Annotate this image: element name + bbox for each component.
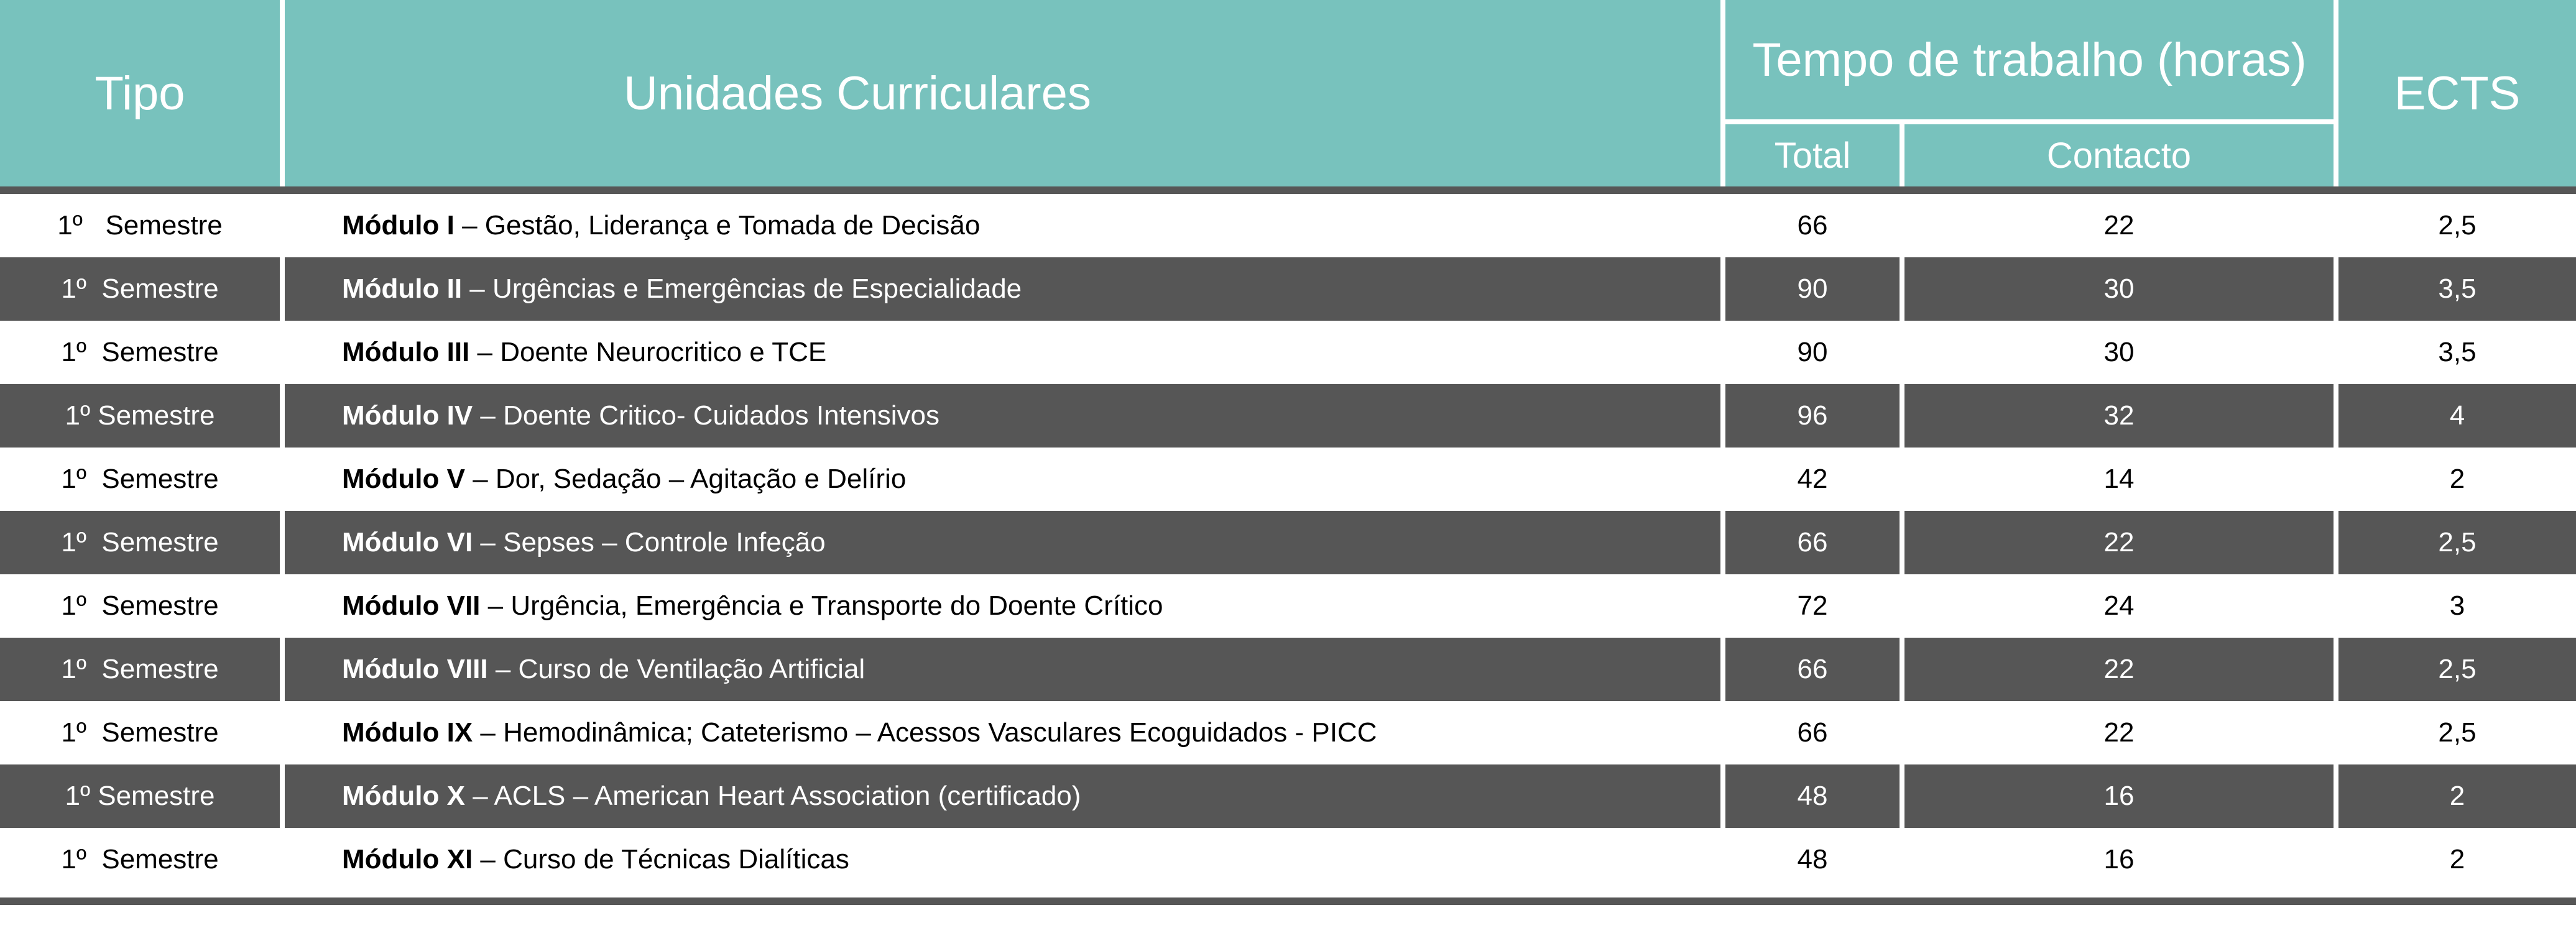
row-divider xyxy=(2334,764,2338,828)
cell-tipo: 1º Semestre xyxy=(61,654,219,684)
row-divider xyxy=(280,257,285,321)
row-divider xyxy=(1900,511,1904,574)
table-row xyxy=(0,511,2576,574)
header-divider xyxy=(280,0,285,186)
row-divider xyxy=(1720,257,1725,321)
cell-contacto: 22 xyxy=(2103,210,2135,241)
cell-tipo: 1º Semestre xyxy=(61,464,219,494)
table-row xyxy=(0,257,2576,321)
cell-total: 66 xyxy=(1797,717,1828,748)
cell-tipo: 1º Semestre xyxy=(61,273,219,304)
cell-ects: 2,5 xyxy=(2438,717,2477,748)
module-description: – Urgências e Emergências de Especialidade xyxy=(462,273,1022,304)
table-bottom-rule xyxy=(0,897,2576,905)
row-divider xyxy=(280,638,285,701)
cell-contacto: 22 xyxy=(2103,654,2135,684)
module-name: Módulo IV xyxy=(342,400,473,431)
module-description: – Gestão, Liderança e Tomada de Decisão xyxy=(454,210,981,241)
cell-unidade-curricular xyxy=(342,384,1710,448)
module-name: Módulo III xyxy=(342,337,470,367)
row-divider xyxy=(1900,257,1904,321)
cell-total: 90 xyxy=(1797,337,1828,367)
header-divider xyxy=(2334,0,2338,186)
cell-unidade-curricular xyxy=(342,448,1710,511)
row-divider xyxy=(2334,384,2338,448)
cell-tipo: 1º Semestre xyxy=(61,590,219,621)
cell-unidade-curricular xyxy=(342,574,1710,638)
header-total: Total xyxy=(1774,135,1851,176)
cell-unidade-curricular xyxy=(342,511,1710,574)
table-row xyxy=(0,764,2576,828)
row-divider xyxy=(1900,638,1904,701)
row-divider xyxy=(1720,384,1725,448)
cell-tipo: 1º Semestre xyxy=(61,527,219,558)
cell-total: 66 xyxy=(1797,527,1828,558)
row-divider xyxy=(280,764,285,828)
module-name: Módulo VIII xyxy=(342,654,488,684)
cell-contacto: 22 xyxy=(2103,717,2135,748)
header-ects: ECTS xyxy=(2394,67,2521,120)
cell-unidade-curricular xyxy=(342,638,1710,701)
cell-unidade-curricular xyxy=(342,194,1710,257)
cell-unidade-curricular xyxy=(342,701,1710,764)
cell-contacto: 32 xyxy=(2103,400,2135,431)
cell-total: 72 xyxy=(1797,590,1828,621)
cell-unidade-curricular xyxy=(342,257,1710,321)
module-description: – Hemodinâmica; Cateterismo – Acessos Vasculares Ecoguidados - PICC xyxy=(473,717,1377,748)
cell-tipo: 1º Semestre xyxy=(61,844,219,874)
cell-total: 42 xyxy=(1797,464,1828,494)
row-divider xyxy=(2334,638,2338,701)
cell-contacto: 30 xyxy=(2103,337,2135,367)
row-divider xyxy=(1720,511,1725,574)
cell-ects: 3,5 xyxy=(2438,273,2477,304)
row-divider xyxy=(2334,257,2338,321)
cell-ects: 2 xyxy=(2449,781,2465,811)
table-row xyxy=(0,828,2576,891)
module-name: Módulo IX xyxy=(342,717,473,748)
cell-contacto: 16 xyxy=(2103,844,2135,874)
cell-ects: 2 xyxy=(2449,464,2465,494)
header-tipo: Tipo xyxy=(95,67,185,120)
cell-total: 66 xyxy=(1797,210,1828,241)
module-name: Módulo V xyxy=(342,464,465,494)
cell-total: 96 xyxy=(1797,400,1828,431)
table-top-rule xyxy=(0,186,2576,194)
row-divider xyxy=(1720,638,1725,701)
cell-total: 90 xyxy=(1797,273,1828,304)
cell-ects: 2,5 xyxy=(2438,210,2477,241)
cell-contacto: 16 xyxy=(2103,781,2135,811)
cell-contacto: 22 xyxy=(2103,527,2135,558)
table-row xyxy=(0,448,2576,511)
table-header xyxy=(0,0,2576,186)
module-name: Módulo X xyxy=(342,781,465,811)
module-description: – Urgência, Emergência e Transporte do Doente Crítico xyxy=(480,590,1163,621)
header-unidades-curriculares: Unidades Curriculares xyxy=(624,67,1091,120)
cell-ects: 2,5 xyxy=(2438,527,2477,558)
module-description: – Doente Neurocritico e TCE xyxy=(469,337,827,367)
module-description: – Doente Critico- Cuidados Intensivos xyxy=(473,400,940,431)
header-divider xyxy=(1720,0,1725,186)
cell-total: 66 xyxy=(1797,654,1828,684)
table-row xyxy=(0,194,2576,257)
module-description: – Sepses – Controle Infeção xyxy=(473,527,826,558)
cell-tipo: 1º Semestre xyxy=(65,781,215,811)
table-row xyxy=(0,574,2576,638)
cell-ects: 4 xyxy=(2449,400,2465,431)
table-row xyxy=(0,384,2576,448)
table-body xyxy=(0,194,2576,891)
cell-ects: 2,5 xyxy=(2438,654,2477,684)
cell-contacto: 14 xyxy=(2103,464,2135,494)
header-divider xyxy=(1725,119,2334,124)
cell-tipo: 1º Semestre xyxy=(61,337,219,367)
module-name: Módulo II xyxy=(342,273,463,304)
row-divider xyxy=(1900,384,1904,448)
cell-total: 48 xyxy=(1797,844,1828,874)
row-divider xyxy=(2334,511,2338,574)
module-name: Módulo VII xyxy=(342,590,481,621)
table-row xyxy=(0,701,2576,764)
table-row xyxy=(0,321,2576,384)
module-name: Módulo I xyxy=(342,210,455,241)
module-description: – Curso de Técnicas Dialíticas xyxy=(473,844,849,874)
header-divider xyxy=(1900,124,1904,186)
module-description: – Dor, Sedação – Agitação e Delírio xyxy=(464,464,907,494)
module-name: Módulo VI xyxy=(342,527,473,558)
row-divider xyxy=(280,384,285,448)
module-name: Módulo XI xyxy=(342,844,473,874)
cell-tipo: 1º Semestre xyxy=(57,210,223,241)
module-description: – Curso de Ventilação Artificial xyxy=(487,654,866,684)
table-row xyxy=(0,638,2576,701)
cell-ects: 3,5 xyxy=(2438,337,2477,367)
cell-tipo: 1º Semestre xyxy=(61,717,219,748)
cell-unidade-curricular xyxy=(342,321,1710,384)
cell-ects: 2 xyxy=(2449,844,2465,874)
cell-ects: 3 xyxy=(2449,590,2465,621)
cell-total: 48 xyxy=(1797,781,1828,811)
cell-contacto: 30 xyxy=(2103,273,2135,304)
module-description: – ACLS – American Heart Association (certificado) xyxy=(464,781,1081,811)
row-divider xyxy=(1720,764,1725,828)
row-divider xyxy=(1900,764,1904,828)
cell-unidade-curricular xyxy=(342,764,1710,828)
header-contacto: Contacto xyxy=(2046,135,2192,176)
cell-unidade-curricular xyxy=(342,828,1710,891)
row-divider xyxy=(280,511,285,574)
cell-contacto: 24 xyxy=(2103,590,2135,621)
header-tempo-de-trabalho: Tempo de trabalho (horas) xyxy=(1752,33,2307,86)
cell-tipo: 1º Semestre xyxy=(65,400,215,431)
